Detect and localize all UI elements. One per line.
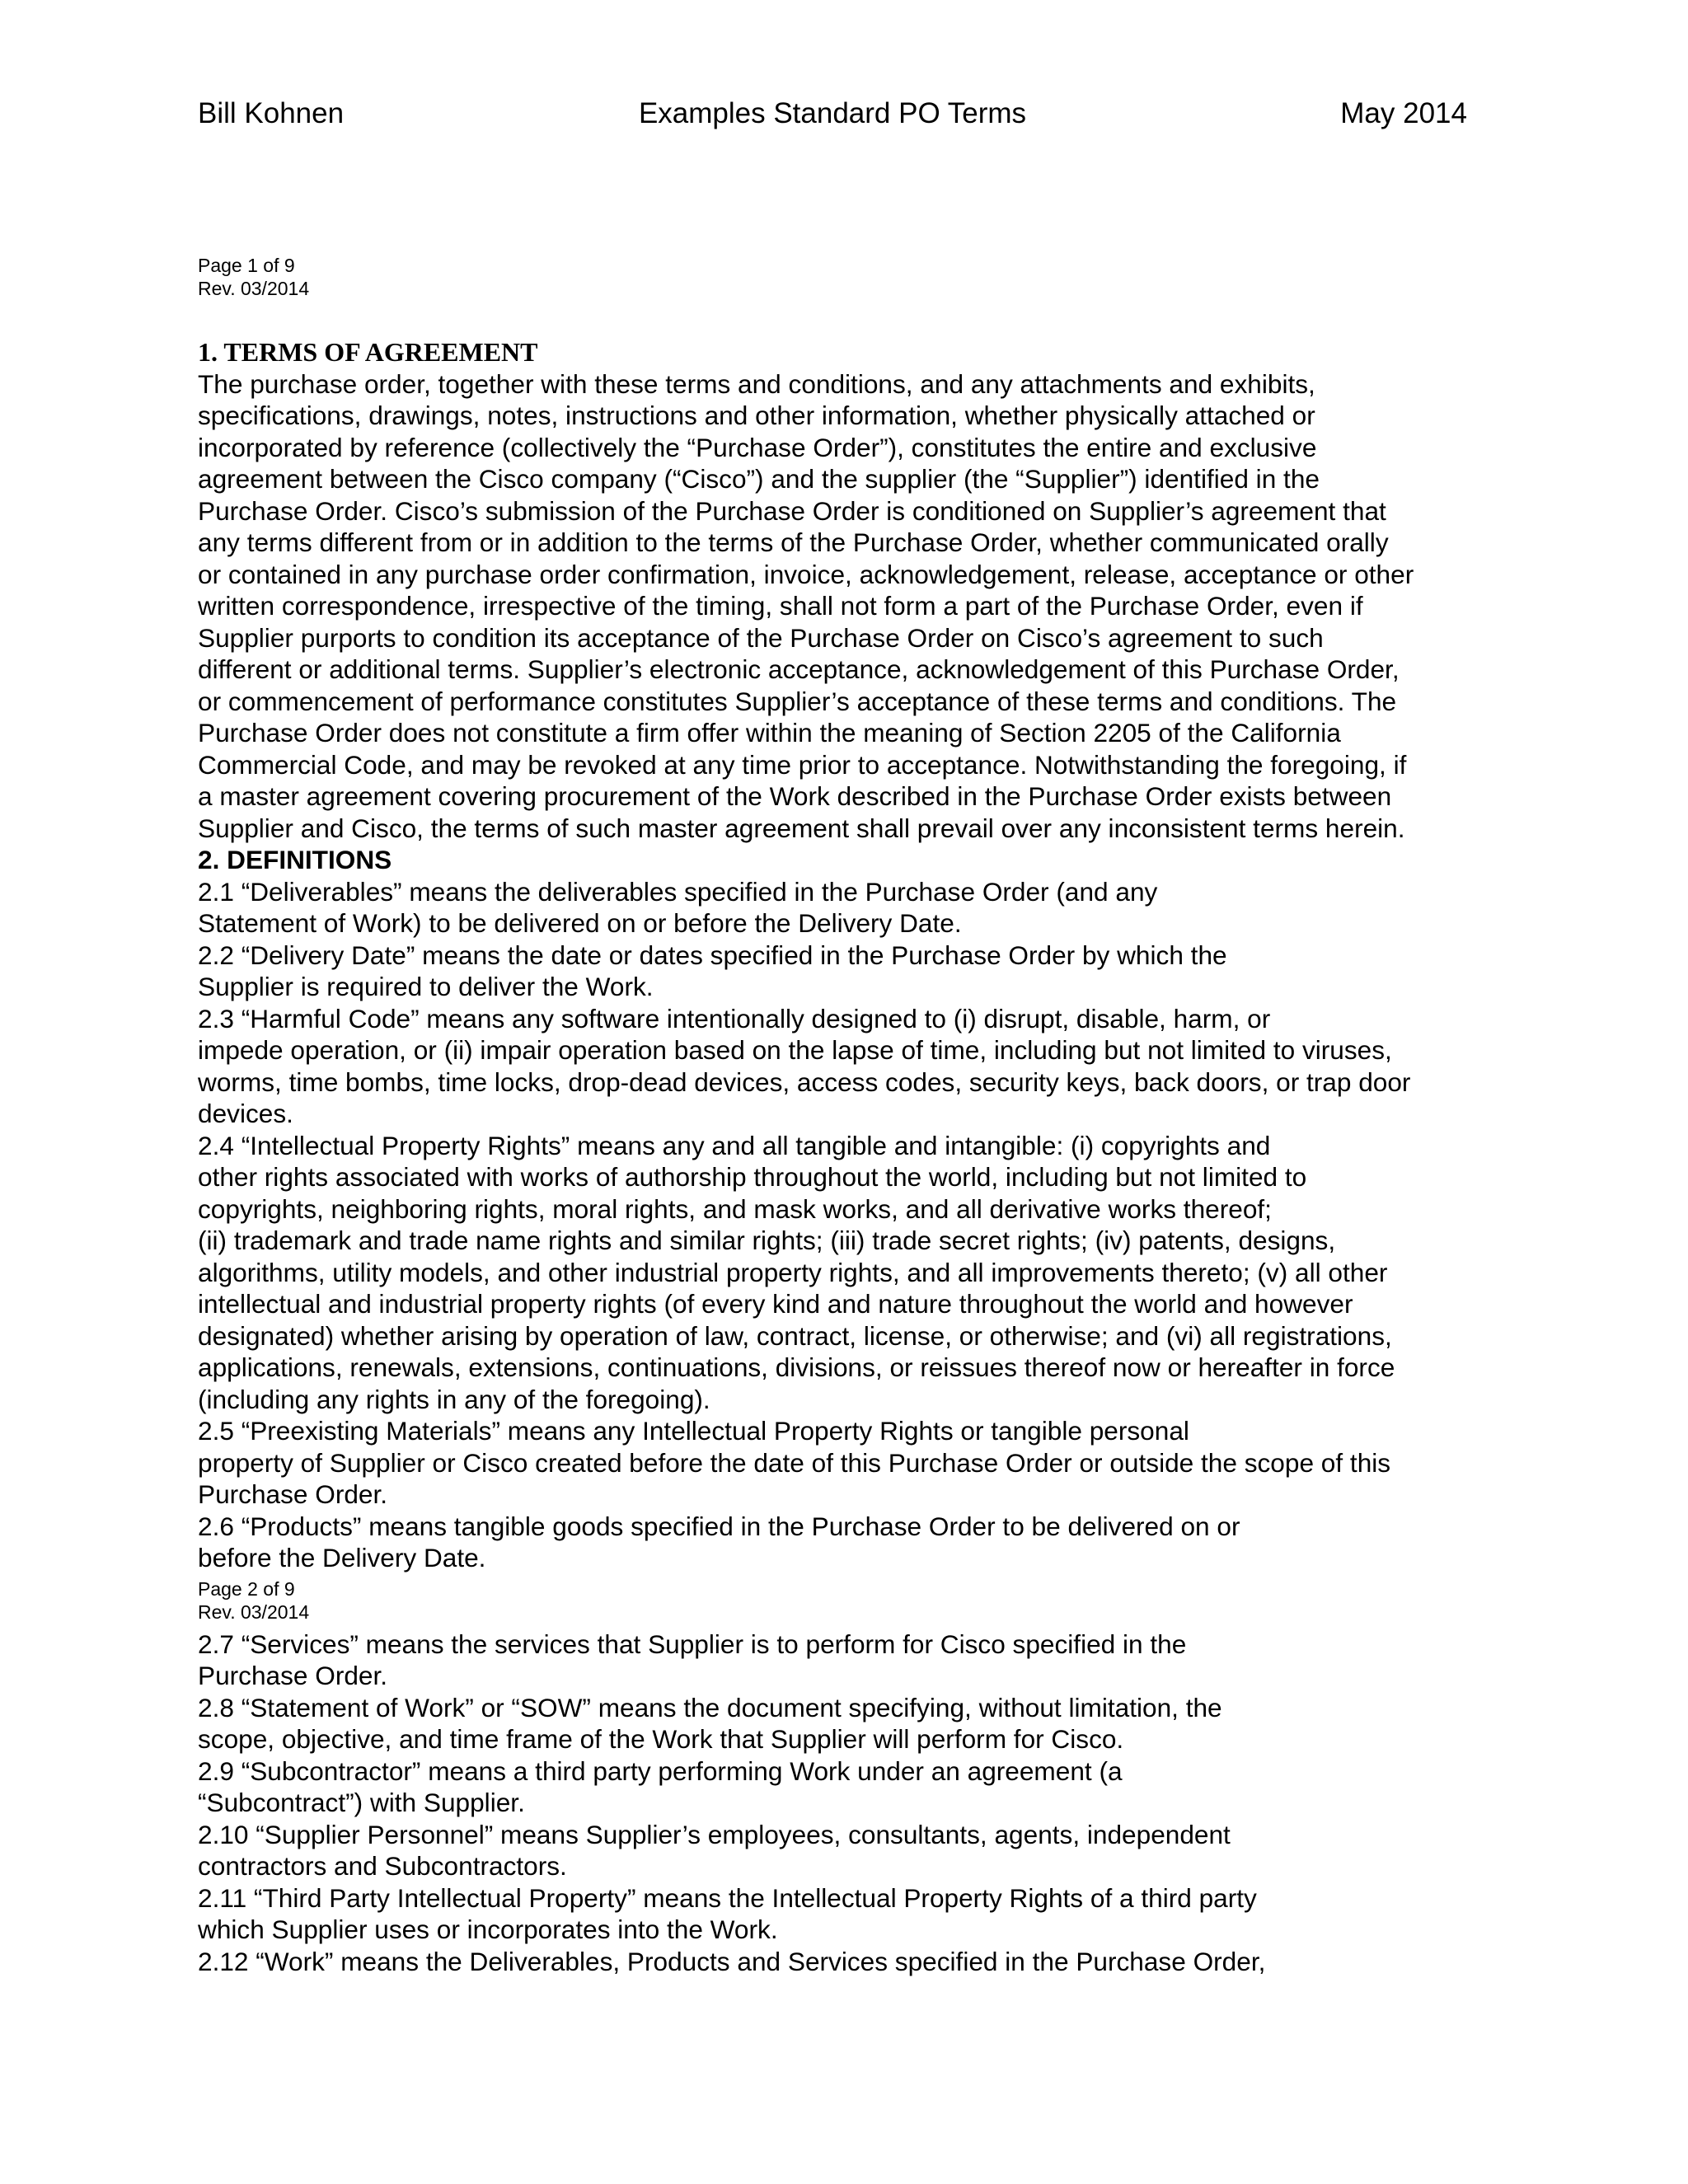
definition-line: which Supplier uses or incorporates into the Work. <box>198 1915 778 1944</box>
page-header <box>198 97 1467 138</box>
paragraph-line: or commencement of performance constitutes Supplier’s acceptance of these terms and conditions. The <box>198 686 1397 716</box>
paragraph-line: The purchase order, together with these terms and conditions, and any attachments and exhibits, <box>198 368 1315 399</box>
definition-line: worms, time bombs, time locks, drop-dead devices, access codes, security keys, back doors, or trap door <box>198 1066 1411 1097</box>
paragraph-line: or contained in any purchase order confirmation, invoice, acknowledgement, release, acceptance or other <box>198 559 1414 589</box>
definition-line: 2.6 “Products” means tangible goods specified in the Purchase Order to be delivered on or <box>198 1511 1240 1541</box>
definition-line: 2.1 “Deliverables” means the deliverables specified in the Purchase Order (and any <box>198 876 1158 907</box>
definition-line: Supplier is required to deliver the Work. <box>198 972 654 1001</box>
revision-label: Rev. 03/2014 <box>198 278 310 299</box>
page-marker-2 <box>198 1577 1500 1624</box>
paragraph-line: different or additional terms. Supplier’s electronic acceptance, acknowledgement of this Purchase Order, <box>198 654 1400 684</box>
paragraph-line: Commercial Code, and may be revoked at any time prior to acceptance. Notwithstanding the foregoing, if <box>198 749 1407 780</box>
revision-label: Rev. 03/2014 <box>198 1601 310 1623</box>
page-marker-1 <box>198 254 309 300</box>
paragraph-line: any terms different from or in addition to the terms of the Purchase Order, whether communicated orally <box>198 527 1389 557</box>
page-number: Page 2 of 9 <box>198 1577 295 1600</box>
header-author: Bill Kohnen <box>198 97 345 129</box>
section-definitions-text-a <box>198 876 1500 1574</box>
paragraph-line: Supplier purports to condition its acceptance of the Purchase Order on Cisco’s agreement to such <box>198 622 1324 653</box>
section-heading-terms: 1. TERMS OF AGREEMENT <box>198 337 538 367</box>
definition-line: property of Supplier or Cisco created before the date of this Purchase Order or outside the scope of this <box>198 1447 1391 1478</box>
document-body <box>198 336 1500 1977</box>
definition-line: 2.7 “Services” means the services that Supplier is to perform for Cisco specified in the <box>198 1629 1187 1659</box>
paragraph-line: written correspondence, irrespective of the timing, shall not form a part of the Purchase Order, even if <box>198 591 1363 621</box>
definition-line: scope, objective, and time frame of the Work that Supplier will perform for Cisco. <box>198 1724 1124 1754</box>
definition-line: (including any rights in any of the foregoing). <box>198 1384 710 1414</box>
definition-line: applications, renewals, extensions, continuations, divisions, or reissues thereof now or hereafter in force <box>198 1352 1395 1382</box>
definition-line: designated) whether arising by operation of law, contract, license, or otherwise; and (vi) all registrations, <box>198 1320 1392 1351</box>
page-number: Page 1 of 9 <box>198 255 295 276</box>
paragraph-line: Purchase Order does not constitute a firm offer within the meaning of Section 2205 of the California <box>198 718 1341 748</box>
definition-line: 2.2 “Delivery Date” means the date or dates specified in the Purchase Order by which the <box>198 940 1227 970</box>
definition-line: 2.3 “Harmful Code” means any software intentionally designed to (i) disrupt, disable, harm, or <box>198 1003 1271 1033</box>
definition-line: 2.12 “Work” means the Deliverables, Products and Services specified in the Purchase Order, <box>198 1946 1266 1976</box>
definition-line: 2.11 “Third Party Intellectual Property” means the Intellectual Property Rights of a third party <box>198 1882 1257 1913</box>
definition-line: impede operation, or (ii) impair operation based on the lapse of time, including but not limited to viruses, <box>198 1035 1392 1065</box>
section-terms-text <box>198 368 1500 845</box>
definition-line: 2.5 “Preexisting Materials” means any Intellectual Property Rights or tangible personal <box>198 1416 1189 1446</box>
definition-line: copyrights, neighboring rights, moral rights, and mask works, and all derivative works thereof; <box>198 1193 1272 1224</box>
definition-line: Purchase Order. <box>198 1479 388 1509</box>
definition-line: “Subcontract”) with Supplier. <box>198 1788 525 1817</box>
section-definitions-text-b <box>198 1629 1500 1978</box>
paragraph-line: Purchase Order. Cisco’s submission of the Purchase Order is conditioned on Supplier’s agreement that <box>198 495 1386 526</box>
definition-line: Purchase Order. <box>198 1661 388 1690</box>
definition-line: intellectual and industrial property rights (of every kind and nature throughout the world and however <box>198 1289 1353 1319</box>
definition-line: other rights associated with works of authorship throughout the world, including but not limited to <box>198 1162 1307 1192</box>
definition-line: 2.4 “Intellectual Property Rights” means any and all tangible and intangible: (i) copyrights and <box>198 1130 1271 1160</box>
definition-line: Statement of Work) to be delivered on or before the Delivery Date. <box>198 908 962 938</box>
paragraph-line: specifications, drawings, notes, instructions and other information, whether physically attached or <box>198 401 1315 430</box>
definition-line: contractors and Subcontractors. <box>198 1851 567 1881</box>
header-date: May 2014 <box>1340 97 1467 129</box>
definition-line: (ii) trademark and trade name rights and similar rights; (iii) trade secret rights; (iv) patents, designs, <box>198 1226 1336 1255</box>
paragraph-line: a master agreement covering procurement of the Work described in the Purchase Order exists between <box>198 781 1392 811</box>
definition-line: before the Delivery Date. <box>198 1543 486 1572</box>
section-heading-definitions: 2. DEFINITIONS <box>198 845 392 874</box>
header-title: Examples Standard PO Terms <box>638 97 1027 129</box>
definition-line: 2.9 “Subcontractor” means a third party performing Work under an agreement (a <box>198 1755 1123 1786</box>
definition-line: algorithms, utility models, and other industrial property rights, and all improvements thereto; (v) all other <box>198 1257 1388 1287</box>
definition-line: 2.8 “Statement of Work” or “SOW” means the document specifying, without limitation, the <box>198 1692 1222 1722</box>
paragraph-line: agreement between the Cisco company (“Cisco”) and the supplier (the “Supplier”) identified in the <box>198 464 1320 494</box>
definition-line: 2.10 “Supplier Personnel” means Supplier’s employees, consultants, agents, independent <box>198 1819 1231 1849</box>
paragraph-line: Supplier and Cisco, the terms of such master agreement shall prevail over any inconsistent terms herein. <box>198 813 1405 843</box>
definition-line: devices. <box>198 1099 293 1128</box>
paragraph-line: incorporated by reference (collectively the “Purchase Order”), constitutes the entire and exclusive <box>198 432 1317 462</box>
